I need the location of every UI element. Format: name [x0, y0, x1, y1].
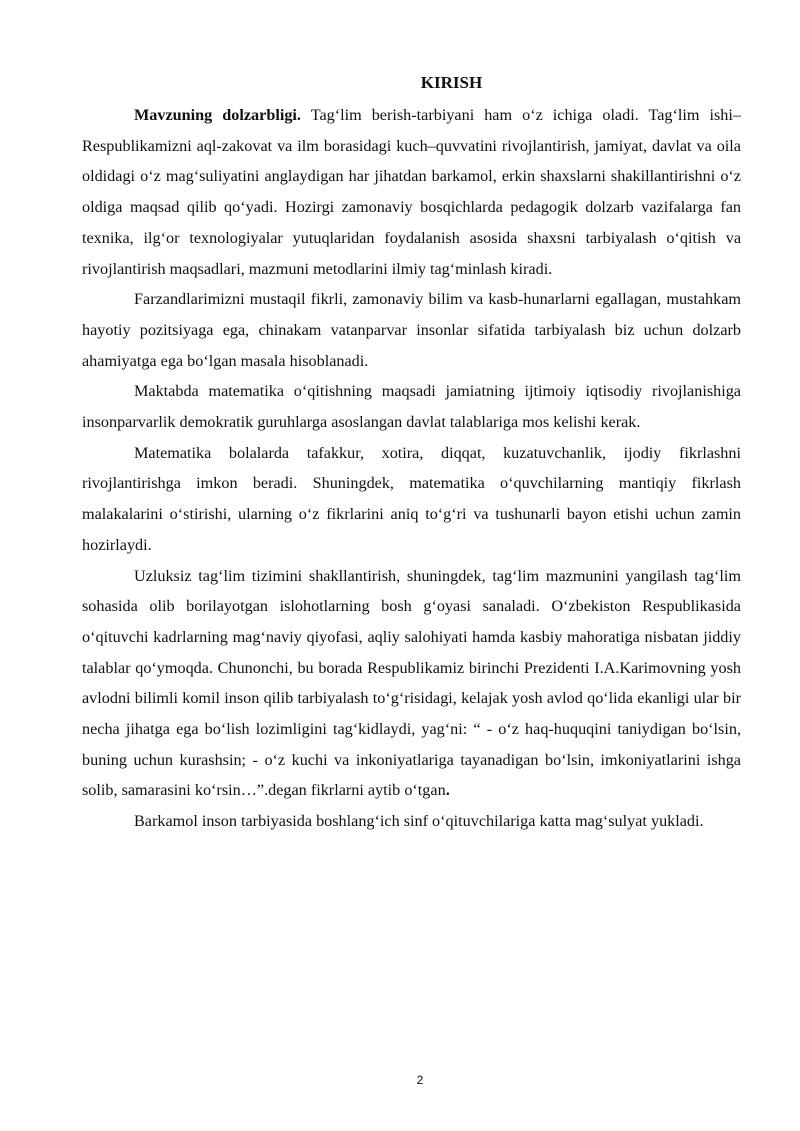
paragraph-children — [82, 284, 741, 376]
paragraph-text: Maktabda matematika o‘qitishning maqsadi jamiatning ijtimoiy iqtisodiy rivojlanishiga insonparvarlik demokratik guruhlarga asoslangan davlat talablariga mos kelishi kerak. — [82, 382, 741, 432]
page-number: 2 — [416, 1073, 424, 1087]
section-title: KIRISH — [420, 73, 483, 92]
paragraph-math-thinking — [82, 438, 741, 561]
paragraph-relevance — [82, 100, 741, 284]
paragraph-tail: . — [445, 781, 450, 800]
paragraph-lead-heading: Mavzuning dolzarbligi. — [134, 106, 301, 124]
paragraph-primary-teachers — [82, 806, 741, 837]
paragraph-text: Farzandlarimizni mustaqil fikrli, zamonaviy bilim va kasb-hunarlarni egallagan, mustahkam hayotiy pozitsiyaga ega, chinakam vatanparvar insonlar sifatida tarbiyalash biz uchun dolzarb ahamiyatga ega bo‘lgan masala hisoblanadi. — [82, 290, 741, 370]
paragraph-continuous-education — [82, 561, 741, 807]
paragraph-text: Tag‘lim berish-tarbiyani ham o‘z ichiga oladi. Tag‘lim ishi–Respublikamizni aql-zakovat va ilm borasidagi kuch–quvvatini rivojlantirish, jamiyat, davlat va oila oldidagi o‘z mag‘suliyatini anglaydigan har jihatdan barkamol, erkin shaxslarni shakillantirishni o‘z oldiga maqsad qilib qo‘yadi. Hozirgi zamonaviy bosqichlarda pedagogik dolzarb vazifalarga fan texnika, ilg‘or texnologiyalar yutuqlaridan foydalanish asosida shaxsni tarbiyalash o‘qitish va rivojlantirish maqsadlari, mazmuni metodlarini ilmiy tag‘minlash kiradi. — [82, 106, 741, 278]
document-page — [82, 70, 741, 837]
paragraph-school-math — [82, 376, 741, 437]
paragraph-text: Uzluksiz tag‘lim tizimini shakllantirish, shuningdek, tag‘lim mazmunini yangilash tag‘lim sohasida olib borilayotgan islohotlarning bosh g‘oyasi sanaladi. O‘zbekiston Respublikasida o‘qituvchi kadrlarning mag‘naviy qiyofasi, aqliy salohiyati hamda kasbiy mahoratiga nisbatan jiddiy talablar qo‘ymoqda. Chunonchi, bu borada Respublikamiz birinchi Prezidenti I.A.Karimovning yosh avlodni bilimli komil inson qilib tarbiyalash to‘g‘risidagi, kelajak yosh avlod qo‘lida ekanligi ular bir necha jihatga ega bo‘lish lozimligini tag‘kidlaydi, yag‘ni: “ - o‘z haq-huquqini taniydigan bo‘lsin, buning uchun kurashsin; - o‘z kuchi va inkoniyatlariga tayanadigan bo‘lsin, imkoniyatlarini ishga solib, samarasini ko‘rsin…”.degan fikrlarni aytib o‘tgan — [82, 566, 741, 800]
paragraph-text: Matematika bolalarda tafakkur, xotira, diqqat, kuzatuvchanlik, ijodiy fikrlashni rivojlantirishga imkon beradi. Shuningdek, matematika o‘quvchilarning mantiqiy fikrlash malakalarini o‘stirishi, ularning o‘z fikrlarini aniq to‘g‘ri va tushunarli bayon etishi uchun zamin hozirlaydi. — [82, 443, 741, 554]
paragraph-text: Barkamol inson tarbiyasida boshlang‘ich sinf o‘qituvchilariga katta mag‘sulyat yukladi. — [134, 812, 704, 831]
